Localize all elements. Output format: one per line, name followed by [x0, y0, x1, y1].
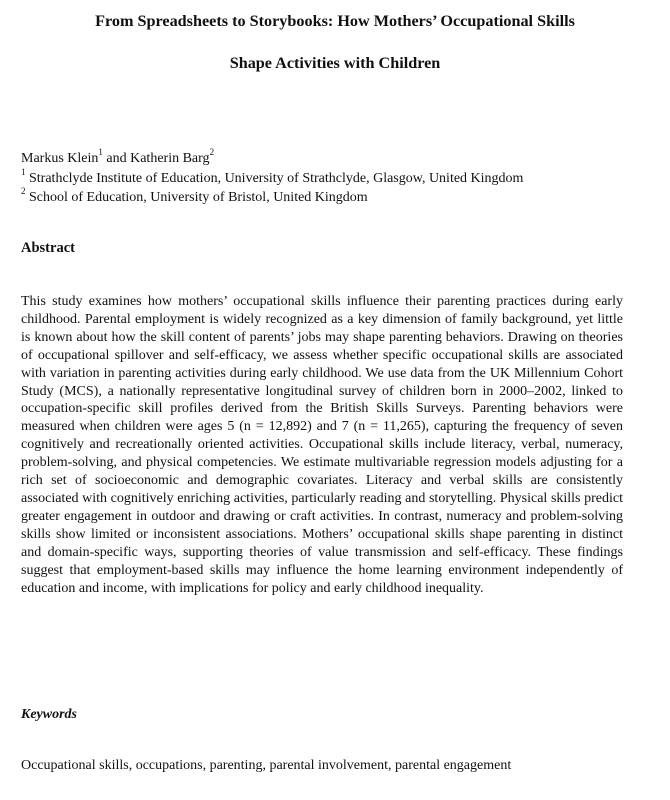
affiliation-1-mark: 1	[21, 166, 26, 177]
affiliation-1-text: Strathclyde Institute of Education, University of Strathclyde, Glasgow, United Kingdom	[29, 170, 524, 186]
paper-title-line-1: From Spreadsheets to Storybooks: How Mothers’ Occupational Skills	[95, 12, 575, 30]
author-2-name: Katherin Barg	[130, 151, 210, 166]
affiliation-2	[21, 188, 523, 208]
abstract-heading: Abstract	[21, 240, 75, 256]
affiliation-2-mark: 2	[21, 186, 26, 197]
author-conjunction: and	[102, 151, 131, 166]
keywords-body: Occupational skills, occupations, parenting, parental involvement, parental engagement	[21, 758, 512, 773]
affiliation-1	[21, 166, 524, 189]
author-1-affiliation-mark: 1	[98, 147, 103, 158]
author-1-name: Markus Klein	[21, 151, 99, 166]
affiliation-2-text: School of Education, University of Bristol, United Kingdom	[29, 190, 368, 205]
keywords-heading: Keywords	[21, 707, 77, 722]
author-2-affiliation-mark: 2	[209, 147, 215, 158]
abstract-body: This study examines how mothers’ occupational skills influence their parenting practices during early childhood. Parental employment is widely recognized as a key dimension of family background, yet little is known about how the skill content of parents’ jobs may shape parenting behaviors. Drawing on theories of occupational spillover and self-efficacy, we assess whether specific occupational skills are associated with variation in parenting activities during early childhood. We use data from the UK Millennium Cohort Study (MCS), a nationally representative longitudinal survey of children born in 2000–2002, linked to occupation-specific skill profiles derived from the British Skills Surveys. Parenting behaviors were measured when children were ages 5 (n = 12,892) and 7 (n = 11,265), capturing the frequency of seven cognitively and recreationally oriented activities. Occupational skills include literacy, verbal, numeracy, problem-solving, and physical competencies. We estimate multivariable regression models adjusting for a rich set of socioeconomic and demographic covariates. Literacy and verbal skills are consistently associated with cognitively enriching activities, particularly reading and storytelling. Physical skills predict greater engagement in outdoor and drawing or craft activities. In contrast, numeracy and problem-solving skills show limited or inconsistent associations. Mothers’ occupational skills shape parenting in distinct and domain-specific ways, supporting theories of value transmission and self-efficacy. These findings suggest that employment-based skills may influence the home learning environment independently of education and income, with implications for policy and early childhood inequality.	[21, 294, 623, 596]
paper-title-line-2: Shape Activities with Children	[229, 54, 441, 72]
author-block	[21, 149, 523, 208]
author-line	[21, 149, 523, 169]
